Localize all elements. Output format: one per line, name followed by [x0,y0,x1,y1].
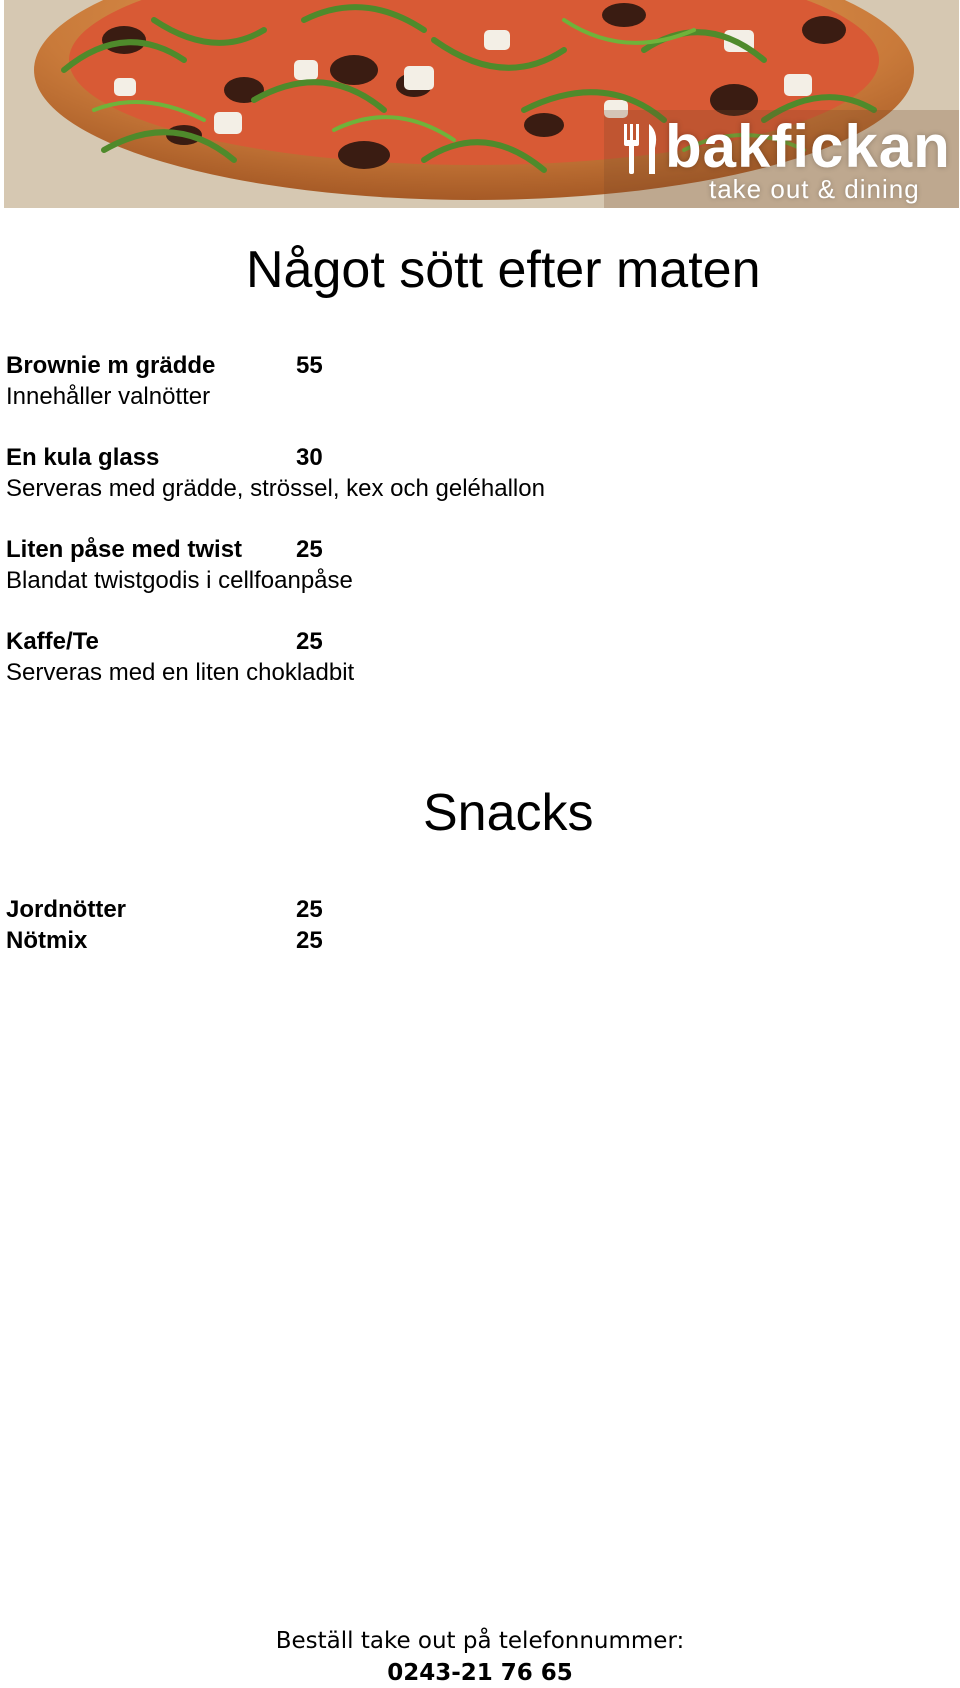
menu-item-price: 55 [296,352,323,379]
logo-name: bakfickan [665,113,951,180]
fork-knife-icon [621,122,661,176]
menu-item-price: 25 [296,536,323,563]
menu-item-brownie [6,350,706,412]
menu-item-description: Blandat twistgodis i cellfoanpåse [6,567,353,594]
footer-phone-number: 0243-21 76 65 [387,1660,573,1686]
menu-item-name: Kaffe/Te [6,628,99,655]
menu-item-twist [6,534,706,596]
menu-item-peanuts [6,894,706,925]
menu-item-price: 25 [296,927,323,954]
menu-item-description: Innehåller valnötter [6,383,211,410]
header-banner [4,0,959,208]
menu-item-name: Nötmix [6,927,88,954]
menu-item-coffee-tea [6,626,706,688]
menu-item-name: En kula glass [6,444,160,471]
menu-item-nut-mix [6,925,706,956]
bakfickan-logo [621,113,951,208]
menu-item-name: Brownie m grädde [6,352,216,379]
menu-item-description: Serveras med en liten chokladbit [6,659,355,686]
menu-item-description: Serveras med grädde, strössel, kex och geléhallon [6,475,545,502]
dessert-section-title: Något sött efter maten [246,241,761,299]
menu-item-ice-cream [6,442,706,504]
menu-item-price: 25 [296,628,323,655]
menu-item-name: Liten påse med twist [6,536,243,563]
footer-order-text: Beställ take out på telefonnummer: [275,1628,685,1654]
menu-item-name: Jordnötter [6,896,126,923]
logo-tagline: take out & dining [709,174,920,204]
menu-item-price: 30 [296,444,323,471]
snacks-section-title: Snacks [423,784,594,842]
menu-item-price: 25 [296,896,323,923]
